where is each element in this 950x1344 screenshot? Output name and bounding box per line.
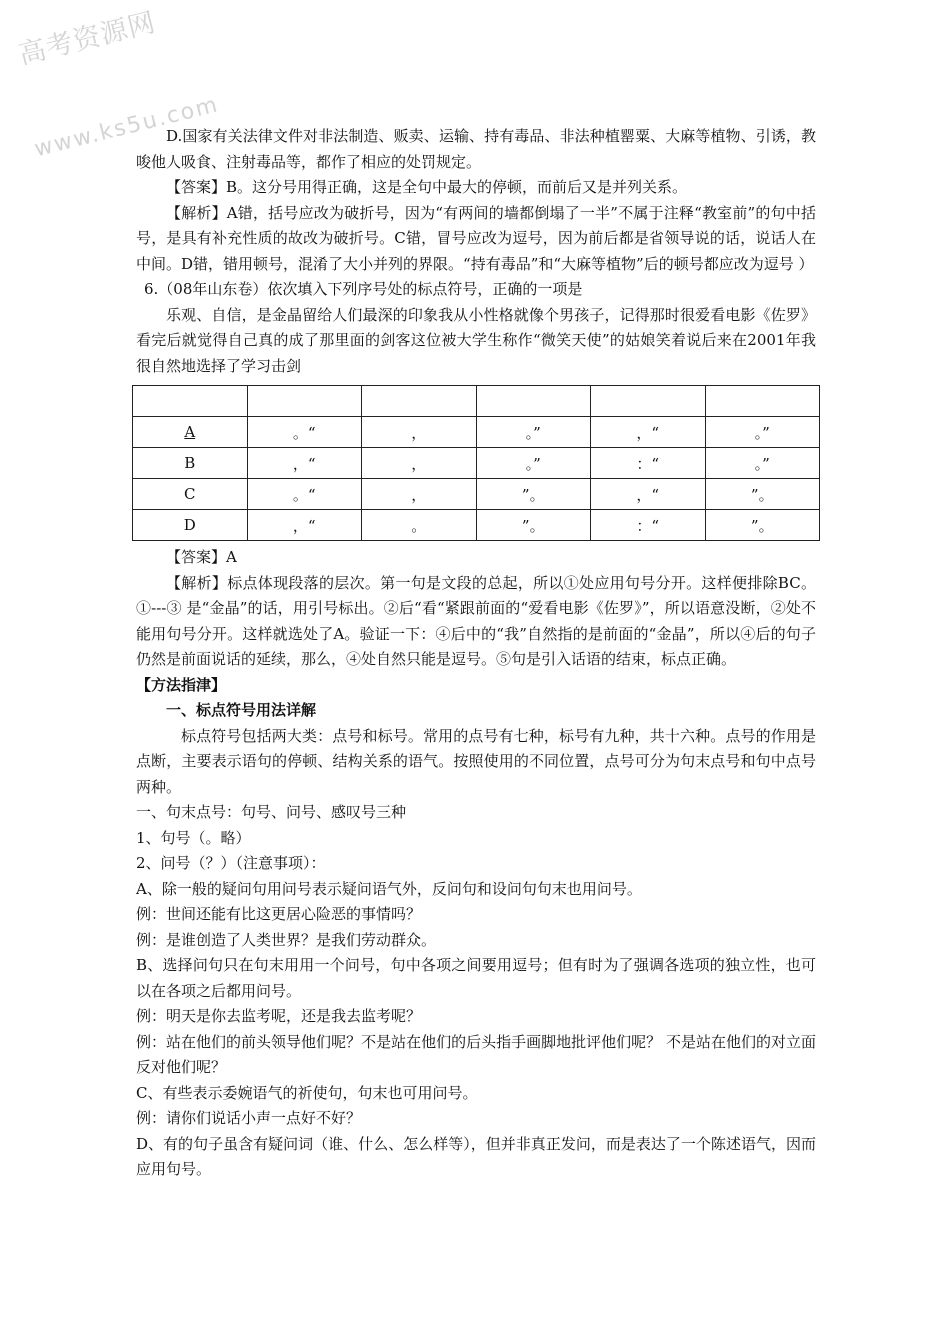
document-body [136,124,816,1183]
table-cell: ”。 [476,479,591,510]
method-line: D、有的句子虽含有疑问词（谁、什么、怎么样等），但并非真正发问，而是表达了一个陈述语气，因而应用句号。 [136,1134,816,1178]
table-cell: ：“ [591,448,706,479]
table-cell: 。 [362,510,477,541]
table-cell: 。” [476,448,591,479]
q5-analysis: 【解析】A错，括号应改为破折号，因为“有两间的墙都倒塌了一半”不属于注释“教室前”的句中括号，是具有补充性质的故改为破折号。C错，冒号应改为逗号，因为前后都是省领导说的话，说话人在中间。D错，错用顿号，混淆了大小并列的界限。“持有毒品”和“大麻等植物”后的顿号都应改为逗号 ） [136,203,816,273]
table-cell [133,386,248,417]
q6-answer: 【答案】A [166,548,237,566]
table-cell: 。“ [247,479,362,510]
table-cell: ，“ [247,448,362,479]
table-cell: ， [362,479,477,510]
table-header-row [133,386,820,417]
table-cell: ， [362,448,477,479]
table-cell: 。“ [247,417,362,448]
q5-answer: 【答案】B。这分号用得正确，这是全句中最大的停顿，而前后又是并列关系。 [166,178,688,196]
method-line: 例：站在他们的前头领导他们呢？不是站在他们的后头指手画脚地批评他们呢？ 不是站在他们的对立面反对他们呢？ [136,1032,816,1076]
watermark-title: 高考资源网 [15,6,160,71]
table-cell: ”。 [705,479,820,510]
table-cell: 。” [705,448,820,479]
method-line: 一、句末点号：句号、问号、感叹号三种 [136,803,407,821]
method-line: 1、句号（。略） [136,828,251,847]
table-row [133,510,820,541]
option-label: C [133,479,248,510]
table-cell [362,386,477,417]
method-intro: 标点符号包括两大类：点号和标号。常用的点号有七种，标号有九种，共十六种。点号的作用是点断，主要表示语句的停顿、结构关系的语气。按照使用的不同位置，点号可分为句末点号和句中点号两种。 [136,726,816,796]
table-cell: ， [362,417,477,448]
q6-passage: 乐观、自信，是金晶留给人们最深的印象我从小性格就像个男孩子，记得那时很爱看电影《佐罗》看完后就觉得自己真的成了那里面的剑客这位被大学生称作“微笑天使”的姑娘笑着说后来在2001年我很自然地选择了学习击剑 [136,305,816,375]
method-line: 例：请你们说话小声一点好不好？ [136,1109,362,1127]
table-cell [476,386,591,417]
table-cell [591,386,706,417]
table-cell: 。” [476,417,591,448]
method-line: 例：世间还能有比这更居心险恶的事情吗？ [136,905,422,923]
q6-stem: 6.（08年山东卷）依次填入下列序号处的标点符号，正确的一项是 [144,280,583,298]
option-label: A [133,417,248,448]
table-cell: ”。 [705,510,820,541]
option-label: D [133,510,248,541]
q5-option-d: D.国家有关法律文件对非法制造、贩卖、运输、持有毒品、非法种植罂粟、大麻等植物、引诱，教唆他人吸食、注射毒品等，都作了相应的处罚规定。 [136,127,816,171]
table-cell: ，“ [247,510,362,541]
table-cell: 。” [705,417,820,448]
method-line: A、除一般的疑问句用问号表示疑问语气外，反问句和设问句句末也用问号。 [136,879,642,898]
table-row [133,448,820,479]
method-line: 例：明天是你去监考呢，还是我去监考呢？ [136,1007,422,1025]
option-label: B [133,448,248,479]
method-subheading: 一、标点符号用法详解 [166,701,317,719]
table-cell: ，“ [591,479,706,510]
table-cell: ，“ [591,417,706,448]
watermark-url: www.ks5u.com [32,92,222,163]
method-line: B、选择问句只在句末用用一个问号，句中各项之间要用逗号；但有时为了强调各选项的独立性，也可以在各项之后都用问号。 [136,956,816,1000]
table-cell [247,386,362,417]
table-cell [705,386,820,417]
method-heading: 【方法指津】 [136,675,227,694]
table-cell: ：“ [591,510,706,541]
q6-analysis: 【解析】标点体现段落的层次。第一句是文段的总起，所以①处应用句号分开。这样便排除BC。①---③ 是“金晶”的话，用引号标出。②后“看“紧跟前面的“爱看电影《佐罗》”，所以语意没断，②处不能用句号分开。这样就选处了A。验证一下：④后中的“我”自然指的是前面的“金晶”，所以④后的句子仍然是前面说话的延续，那么，④处自然只能是逗号。⑤句是引入话语的结束，标点正确。 [136,573,816,668]
method-line: 例：是谁创造了人类世界？是我们劳动群众。 [136,930,437,949]
table-cell: ”。 [476,510,591,541]
q6-options-table [132,385,820,541]
table-row [133,417,820,448]
method-line: C、有些表示委婉语气的祈使句，句末也可用问号。 [136,1083,478,1102]
table-row [133,479,820,510]
method-line: 2、问号（？）（注意事项）： [136,854,326,872]
